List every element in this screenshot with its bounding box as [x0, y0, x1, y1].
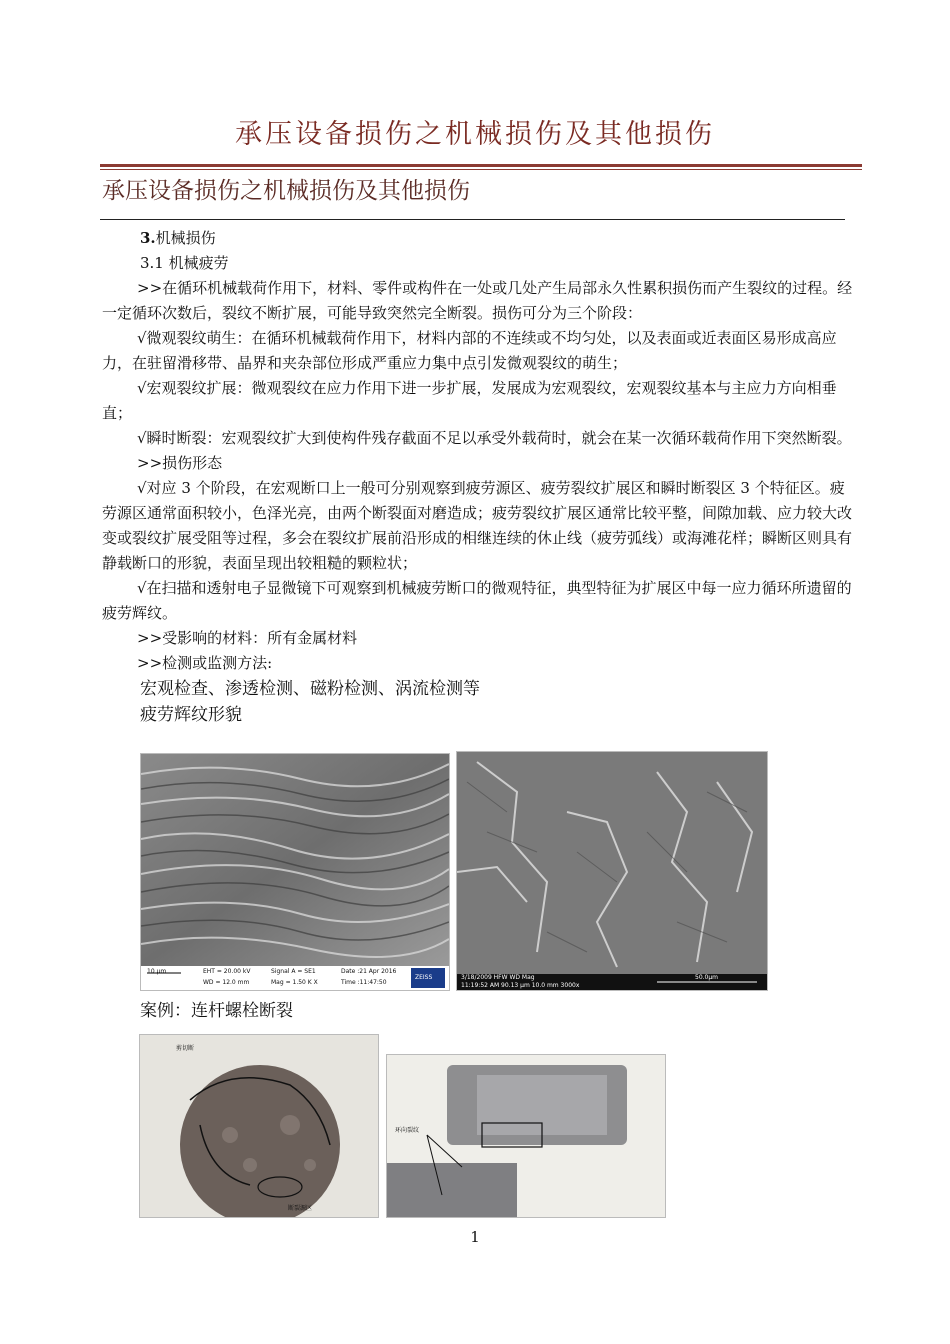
- section-heading: 承压设备损伤之机械损伤及其他损伤: [102, 178, 470, 204]
- photo2-label: 环向裂纹: [395, 1127, 420, 1134]
- heading-rule: [100, 219, 845, 220]
- paragraph: √瞬时断裂：宏观裂纹扩大到使构件残存截面不足以承受外载荷时，就会在某一次循环载荷作用下突然断裂。: [137, 429, 852, 447]
- paragraph: √对应 3 个阶段，在宏观断口上一般可分别观察到疲劳源区、疲劳裂纹扩展区和瞬时断裂区 3 个特征区。疲劳源区通常面积较小，色泽光亮，由两个断裂面对磨造成；疲劳裂纹扩展区通常比较平整，间隙加载、应力较大改变或裂纹扩展受阻等过程，多会在裂纹扩展前沿形成的相继连续的休止线（疲劳弧线）或海滩花样；瞬断区则具有静载断口的形貌，表面呈现出较粗糙的颗粒状；: [102, 479, 853, 572]
- case-caption: 案例：连杆螺栓断裂: [140, 1001, 293, 1021]
- sem-image-striations: [140, 753, 450, 991]
- sem-info-label: 3/18/2009 HFW WD Mag: [461, 974, 535, 981]
- wd-label: WD = 12.0 mm: [203, 979, 250, 986]
- photo-label-bottom: 断裂源区: [288, 1205, 313, 1212]
- paragraph: √宏观裂纹扩展：微观裂纹在应力作用下进一步扩展，发展成为宏观裂纹，宏观裂纹基本与主应力方向相垂直；: [102, 379, 837, 422]
- signal-label: Signal A = SE1: [271, 968, 316, 975]
- title-rule-thin: [100, 169, 862, 170]
- document-title: 承压设备损伤之机械损伤及其他损伤: [235, 119, 715, 150]
- paragraph: √微观裂纹萌生：在循环机械载荷作用下，材料内部的不连续或不均匀处，以及表面或近表面区易形成高应力，在驻留滑移带、晶界和夹杂部位形成严重应力集中点引发微观裂纹的萌生；: [102, 329, 837, 372]
- paragraph: √在扫描和透射电子显微镜下可观察到机械疲劳断口的微观特征，典型特征为扩展区中每一应力循环所遗留的疲劳辉纹。: [102, 579, 852, 622]
- mag-label: Mag = 1.50 K X: [271, 979, 318, 986]
- body-text: [102, 226, 858, 728]
- title-rule: [100, 164, 862, 167]
- time-label: Time :11:47:50: [341, 979, 387, 986]
- photo-label-top: 剪切断: [176, 1045, 195, 1052]
- eht-label: EHT = 20.00 kV: [203, 968, 251, 975]
- scale-label: 10 μm: [147, 968, 167, 975]
- figure-caption: 疲劳辉纹形貌: [140, 705, 242, 725]
- date-label: Date :21 Apr 2016: [341, 968, 397, 975]
- paragraph: >>损伤形态: [137, 454, 223, 472]
- sem-info-label-2: 11:19:52 AM 90.13 µm 10.0 mm 3000x: [461, 982, 580, 989]
- paragraph: >>检测或监测方法:: [137, 654, 273, 672]
- methods-line: 宏观检查、渗透检测、磁粉检测、涡流检测等: [140, 679, 480, 699]
- sem-image-fracture: [456, 751, 768, 991]
- photo-bolt-crack: [386, 1054, 666, 1218]
- paragraph: >>受影响的材料：所有金属材料: [137, 629, 358, 647]
- zeiss-logo: ZEISS: [415, 974, 433, 981]
- section-title: 3.机械损伤: [140, 229, 216, 247]
- page-number: 1: [470, 1228, 480, 1246]
- paragraph: >>在循环机械载荷作用下，材料、零件或构件在一处或几处产生局部永久性累积损伤而产生裂纹的过程。经一定循环次数后，裂纹不断扩展，可能导致突然完全断裂。损伤可分为三个阶段：: [102, 279, 853, 322]
- sem-scale-label: 50.0µm: [695, 974, 719, 981]
- photo-bolt-fracture: [139, 1034, 379, 1218]
- subsection-title: 3.1 机械疲劳: [140, 254, 229, 272]
